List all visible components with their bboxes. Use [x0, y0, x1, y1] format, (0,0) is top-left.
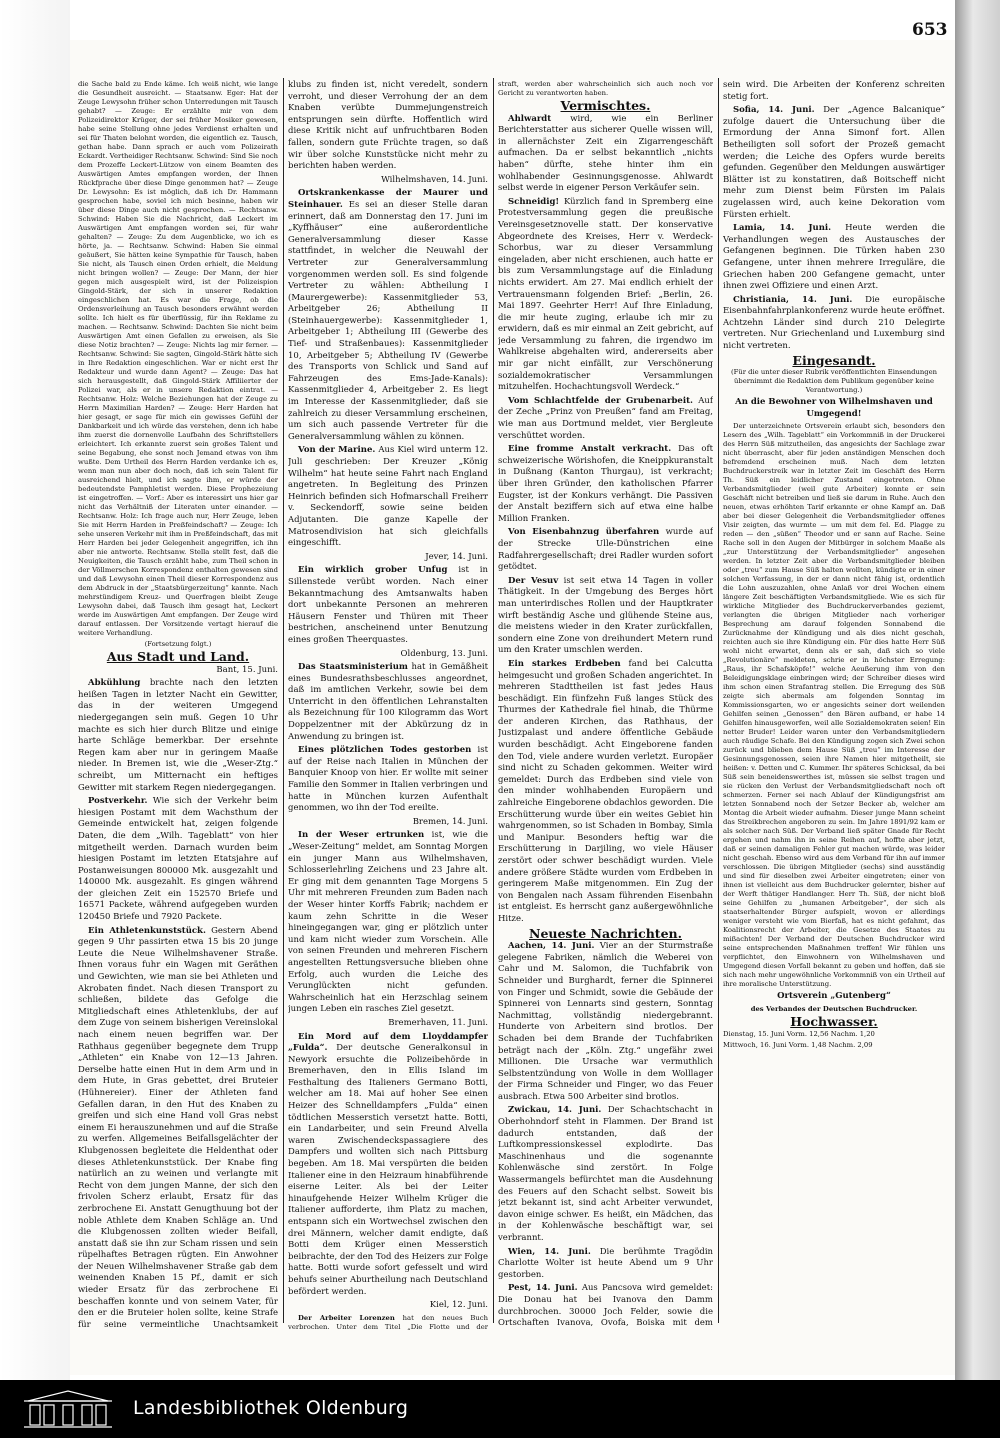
trial-report-text: die Sache bald zu Ende käme. Ich weiß nicht, wie lange die Gesundheit ausreicht. — Staatsanw. Eger: Hat der Zeuge Lewysohn früher schon Unterredungen mit Tausch gehabt? — Zeuge: Er erzählte mir von dem Polizeidirektor Krüger, der sei früher Mosiker gewesen, habe seine Stellung ohne jedes Verdienst erhalten und sei für Thaten belohnt worden, die eigentlich ez. Tausch, gethan habe. Dann sprach er auch vom Polizeirath Eckardt. Vertheidiger Rechtsanw. Schwind: Sind Sie noch dem Prozeffe Leckert-Lützow von einem Beamten des Auswärtigen Amtes empfangen worden, der Ihnen Rückfprache über diese Dinge genommen hat? — Zeuge Dr. Lewysohn: Es ist möglich, daß ich Dr. Hammann gesprochen habe, soviel ich mich besinne, haben wir über diese Dinge auch nicht gesprochen. — Rechtsanw. Schwind: Haben Sie die Nachricht, daß Leckert im Auswärtigen Amt empfangen worden sei, für wahr gehalten? — Zeuge: Zu dem Augenblicke, wo ich es hörte, ja. — Rechtsanw. Schwind: Haben Sie einmal geäußert, Sie hätten keine Sympathie für Tausch, haben Sie nicht, als Tausch einen Orden erhielt, die Meldung nicht bringen wollen? — Zeuge: Der Mann, der hier gegen mich ausgespielt wird, ist der Polizeispion Gingold-Stärk, der sich in unserer Redaktion eingeschlichen hat. Es war die Frage, ob die Ordensverleihung an Tausch besonders erwähnt werden sollte. Ich hielt es für überflüssig, für ihn Reklame zu machen. — Rechtsanw. Schwind: Dachten Sie nicht beim Auswärtigen Amt einen Gefallen zu erweisen, als Sie diese Notiz brachten? — Zeuge: Nichts lag mir ferner. — Rechtsanw. Schwind: Sie sagten, Gingold-Stärk hätte sich in Ihre Redaktion eingeschlichen. War er nicht erst Ihr Redakteur und wurde dann Agent? — Zeuge: Das hat sich herausgestellt, daß Gingold-Stärk Affiliierter der Polizei war, als er in unsere Redaktion eintrat. — Rechtsanw. Holz: Welche Beziehungen hat der Zeuge zu Herrn Maximilian Harden? — Zeuge: Herr Harden hat hier gesagt, er sage für mich ein gewisses Gefühl der Dankbarkeit und ich würde das verstehen, denn ich habe ihm zuerst die dornenvolle Laufbahn des Schriftstellers erleichtert. Ich erkannte zuerst sein großes Talent und seine Begabung, ehe sonst noch Jemand etwas von ihm wußte. Dem Urtheil des Herrn Harden verdanke ich es, wenn man nun aber doch noch, daß ich sein Talent für ausreichend hielt, und ich sagte ihm, er würde der bedeutendste Pamphletist werden. Diese Prophezeiung ist eingetroffen. — Vorf.: Aber es interessirt uns hier gar nicht das Verhältniß der Literaten unter einander. — Rechtsanw. Holz: Ich frage auch nur, Herr Zeuge, leben Sie mit Herrn Harden in Preßfeindschaft? — Zeuge: Ich sehe unseren Verkehr mit ihm in Preßfeindschaft, das mit Herr Harden bei jeder Gelegenheit angegriffen, ich ihn aber nie antworte. Rechtsanw. Stella stellt fest, daß die Neuigkeiten, die Tausch erzählt habe, zum Theil schon in der Völlmerschen Korrespondenz enthalten gewesen sind und daß Lewysohn einen Theil dieser Korrespondenz aus dem Abdruck in der „Staatsbürgerzeitung“ kannte. Nach mehrstündigem Kreuz- und Querfragen bleibt Zeuge Lewysohn dabei, daß Tausch ihm gesagt hat, Leckert werde im Auswärtigen Amt empfangen. Der Zeuge wird darauf entlassen. Der Vorsitzende vertagt hierauf die weitere Verhandlung. [78, 80, 278, 637]
news-wien: Wien, 14. Juni. Die berühmte Tragödin Charlotte Wolter ist heute Abend um 9 Uhr gestorben. [498, 1246, 713, 1280]
section-heading-local: Aus Stadt und Land. [106, 649, 250, 664]
article-ahlwardt: Ahlwardt wird, wie ein Berliner Berichterstatter aus sicherer Quelle wissen will, in allernächster Zeit ein Zigarrengeschäft aufmachen. Da er selbst bekanntlich „nichts haben“ dürfte, stehe hinter ihm ein wohlhabender Gesinnungsgenosse. Ahlwardt selbst werde in eigener Person Verkäufer sein. [498, 113, 713, 194]
page-edge-shadow [955, 0, 1000, 1380]
letter-signature: Ortsverein „Gutenberg“ [777, 991, 891, 1002]
column-divider [493, 78, 494, 1323]
dateline: Bremen, 14. Juni. [412, 816, 488, 827]
editorial-disclaimer: (Für die unter dieser Rubrik veröffentlichten Einsendungen übernimmt die Redaktion dem Publikum gegenüber keine Verantwortung.) [730, 368, 938, 395]
column-1 [78, 80, 278, 1330]
article-lorenzen: Der Arbeiter Lorenzen hat den neues Buch verbrochen. Unter dem Titel „Die Flotte und der [288, 1313, 488, 1330]
page-left-margin [0, 0, 70, 1380]
letter-body: Der unterzeichnete Ortsverein erlaubt sich, besonders den Lesern des „Wilh. Tageblatt“ ein Vorkommniß in der Druckerei des Herrn Süß mitzutheilen, das angesichts der Sachlage zwar nicht überrascht, aber für jeden anständigen Menschen doch befremdend erscheinen muß. Nach dem letzten Buchdruckerstreik war in letzter Zeit im Geschäft des Herrn Th. Süß ein leidlicher Zustand eingetreten. Ohne Verbandsmitglieder (weil gute Arbeiter) konnte er sein Geschäft nicht betreiben und ließ sie darum in Ruhe. Auch den neuen, etwas erhöhten Tarif erkannte er ohne Kampf an. Daß aber bei dieser Gelegenheit die Verbandsmitglieder offenes Visir zeigten, das wurmte — um mit dem fel. Ed. Plagge zu reden — den „süßen“ Theodor und er sann auf Rache. Seine Rache soll in den Augen der Mitbürger in solchem Maaße als „zur Unterstützung der Verbandsmitglieder“ angesehen werden. In letzter Zeit aber die Verbandsmitglieder bleiben oder „treu“ zum Hause Süß halten wollten, kündigte er in einer solchen Verfassung, in der er dann nicht fähig ist, ordentlich die Lohn auszuzahlen, ohne Anlaß vor drei Wochen einem längere Zeit beschäftigten Verbandsmitgliede. Wie es sich für wirkliche Mitglieder des Buchdruckerverbandes geziemt, verlangten die übrigen Mitglieder nach vorheriger Besprechung am darauf folgenden Sonnabend die Zurücknahme der Kündigung und als dies nicht geschah, reichten auch sie ihre Kündigung ein. Für dies hatte Herr Süß wohl nicht erwartet, denn als er sah, daß sich so viele „Revolutionäre“ meldeten, schrie er in höchster Erregung: „Raus, ihr Schafsköpfe!“ welche Aeußerung ihm von den Beleidigungsklage einbringen wird; der Schreiber dieses wird ihm schon einen Strafantrag stellen. Die Erregung des Süß zeigte sich abermals am folgenden Sonntag im Kommissionsgarten, wo er angesichts seiner dort weilenden Gehilfen seinen „Genossen“ den Bären aufband, er habe 14 Gehilfen hinausgeworfen, weil alle Sozialdemokraten seien! Ein netter Bruder! Leider waren unter den Verbandsmitgliedern auch räudige Schafe. Bei den Kündigung zogen sich Zwei schon zurück und blieben dem Hause Süß „treu“ im Interesse der Gesinnungsgenossen, seien ihre Namen hier mitgetheilt, sie heißen: v. Detten und C. Kummer. Ihr späteres Schicksal, da bei Süß sein beneidenswerthes ist, müssen sie selbst tragen und sie rücken den Verlust der Verbandsmitgliedschaft noch oft schmerzen. Ferner sei nach Ablauf der Kündigungsfrist am letzten Sonnabend noch der Setzer Becker ab, welcher am Montag die Arbeit wieder aufnahm. Dieser junge Mann scheint das Streikbrechen angeboren zu sein. Im Jahre 1891/92 kam er als solcher nach Süß. Der Verband ließ später Gnade für Recht ergehen und nahm ihn in seine Reihen auf, hoffte aber jetzt, daß er seinen damaligen Fehler gut machen würde, was leider nicht geschah. Ebenso wird aus dem Verband für ihn auf immer verschlossen. Die übrigen Mitglieder (sechs) sind ausständig und sind für dieselben zwei Arbeiter eingetreten; einer von ihnen ist vielleicht aus dem Buchdrucker gelernter, bisher auf der Werft thätiger Handlanger. Herr Th. Süß, der nicht bloß seine Gehilfen zu „humanen Arbeitgeber“, der sich als staatserhaltender Bürger aufspielt, wovon er allerdings weniger versteht wie vom Bierfaß, hat es nicht gefahmt, das Koalitionsrecht der Arbeiter, die Gesetze des Staates zu mißachten! Der Verband der Deutschen Buchdrucker wird seine entsprechenden Maßnahmen treffen! Wir fühlen uns verpflichtet, den Einwohnern von Wilhelmshaven und Umgegend diesen Vorfall bekannt zu geben und hoffen, daß sie sich nach mehr ungewöhnliche Vorkommniß von ein Urtheil auf ihre moralische Unterstützung. [723, 422, 945, 989]
article-continuation: klubs zu finden ist, nicht veredelt, sondern verroht, und dieser Verrohung der an dem Knaben verübte Dummejungenstreich entsprungen sein dürfte. Hoffentlich wird diese Kritik nicht auf unfruchtbaren Boden fallen, sondern gute Früchte tragen, so daß wir über solche Kunststücke nicht mehr zu berichten haben werden. [288, 80, 488, 172]
article-todesfall: Eines plötzlichen Todes gestorben ist auf der Reise nach Italien in München der Banquier Knoop von hier. Er wollte mit seiner Familie den Sommer in Italien verbringen und hatte in München kurzen Aufenthalt genommen, wo ihn der Tod ereilte. [288, 745, 488, 814]
library-footer [0, 1380, 1000, 1438]
article-grubenarbeit: Vom Schlachtfelde der Grubenarbeit. Auf der Zeche „Prinz von Preußen“ fand am Freitag, wie man aus Dortmund meldet, vier Bergleute verschüttet worden. [498, 395, 713, 441]
article-eisenbahnzug: Von Eisenbahnzug überfahren wurde auf der Strecke Ulle-Dünstrichen eine Radfahrergesellschaft; drei Radler wurden sofort getödtet. [498, 527, 713, 573]
article-schneidig: Schneidig! Kürzlich fand in Spremberg eine Protestversammlung gegen die preußische Vereinsgesetznovelle statt. Der konservative Abgeordnete des Kreises, Herr v. Werdeck-Schorbus, war zu dieser Versammlung eingeladen, aber nicht erschienen, auch hatte er bis zum Versammlungstage auf die Einladung nichts erwidert. Am 27. Mai endlich erhielt der Vertrauensmann folgenden Brief: „Berlin, 26. Mai 1897. Geehrter Herr! Auf Ihre Einladung, die mir heute zuging, erlaube ich mir zu erwidern, daß es mir einmal an Zeit gebricht, auf jede Versammlung zu fahren, die irgendwo im Wahlkreise abgehalten wird, andererseits aber mir gar nicht einfällt, zur Verschönerung sozialdemokratischer Versammlungen mitzuhelfen. Hochachtungsvoll Werdeck.“ [498, 196, 713, 393]
tide-row: Mittwoch, 16. Juni Vorm. 1,48 Nachm. 2,09 [723, 1040, 873, 1049]
news-aachen: Aachen, 14. Juni. Vier an der Sturmstraße gelegene Fabriken, nämlich die Weberei von Cahr und M. Salomon, die Tuchfabrik von Schneider und Burghardt, ferner die Spinnerei von Finger und Schmidt, sowie die Gebäude der Spinnerei von Lennarts sind gestern, Sonntag Nachmittag, vollständig niedergebrannt. Hunderte von Arbeitern sind brotlos. Der Schaden bei dem Brande der Tuchfabriken beträgt nach der „Köln. Ztg.“ ungefähr zwei Millionen. Die Ursache war vermuthlich Selbstentzündung von Wolle in dem Wolllager der Firma Schneider und Finger, wo das Feuer ausbrach. Etwa 500 Arbeiter sind brotlos. [498, 941, 713, 1102]
letter-address: An die Bewohner von Wilhelmshaven und Umgegend! [735, 397, 933, 419]
letter-signature-org: des Verbandes der Deutschen Buchdrucker. [750, 1005, 918, 1014]
article-postverkehr: Postverkehr. Wie sich der Verkehr beim hiesigen Postamt mit dem Wachsthum der Gemeinde entwickelt hat, zeigen folgende Daten, die dem „Wilh. Tageblatt“ von hier mitgetheilt werden. Darnach wurden beim hiesigen Postamt im letzten Etatsjahre auf Postanweisungen 800000 Mk. ausgezahlt und 140000 Mk. ausgezahlt. Es gingen während der gleichen Zeit ein 152570 Briefe und 16571 Packete, während aufgegeben wurden 120450 Briefe und 7920 Packete. [78, 796, 278, 923]
article-erdbeben: Ein starkes Erdbeben fand bei Calcutta heimgesucht und großen Schaden angerichtet. In mehreren Stadttheilen ist fast jedes Haus beschädigt. Ein fünfzehn Fuß langes Stück des Thurmes der Kathedrale fiel hinab, die Thürme der anderen Kirchen, das Rathhaus, der Justizpalast und andere öffentliche Gebäude wurden beschädigt. Acht Eingeborene fanden den Tod, viele andere wurden verletzt. Europäer sind nicht zu Schaden gekommen. Weiter wird gemeldet: Durch das Erdbeben sind viele von den minder wohlhabenden Europäern und zahlreiche Eingeborene obdachlos geworden. Die Erschütterung wurde über ein weites Gebiet hin wahrgenommen, so ist Schaden in Bombay, Simla und Manipur. Besonders heftig war die Erschütterung in Darjiling, wo viele Häuser zerstört oder schwer beschädigt wurden. Viele andere größere Städte wurden vom Erdbeben in geringerem Maße mitgenommen. Ein Zug der von Bengalen nach Assam führenden Eisenbahn ist entgleist. Es herrscht ganz außergewöhnliche Hitze. [498, 658, 713, 924]
article-athletenkunststueck: Ein Athletenkunststück. Gestern Abend gegen 9 Uhr passirten etwa 15 bis 20 junge Leute die Neue Wilhelmshavener Straße. Ihnen voraus fuhr ein Wagen mit Geräthen und Gewichten, wie man sie bei Athleten und Akrobaten findet. Nach diesen Transport zu schließen, bildete das Gefolge die Mitgliedschaft eines Athletenklubs, der auf dem Zuge von seinem bisherigen Vereinslokal nach einem neuen begriffen war. Der Rathhaus gegenüber begegnete dem Trupp „Athleten“ ein Knabe von 12—13 Jahren. Derselbe hatte einen Hut in dem Arm und in dem Hute, in Gras gebettet, drei Bruteier (Hühnereier). Einer der Athleten fand Gefallen daran, in den Hut des Knaben zu greifen und sich eine Hand voll Gras nebst einem Ei herauszunehmen und auf die Straße zu werfen. Allgemeines Beifallsgelächter der Klubgenossen begleitete die Heldenthat oder dieses Athletenkunststück. Der Knabe fing natürlich an zu weinen und verlangte mit Recht von dem jungen Manne, der sich den frivolen Scherz erlaubt, Ersatz für das zerbrochene Ei. Anstatt Genugthuung bot der noble Athlete dem Knaben Schläge an. Und die Klubgenossen zollten wieder Beifall, anstatt daß sie ihn zur Scham rissen und sein rüpelhaftes Betragen rügten. Ein Anwohner der Neuen Wilhelmshavener Straße gab dem weinenden Knaben 15 Pf., damit er sich wieder Ersatz für das zerbrochene Ei beschaffen konnte und von seinem Vater, für den er die Bruteier holen sollte, keine Strafe für seine vermeintliche Unachtsamkeit [78, 925, 278, 1330]
dateline-bant: Bant, 15. Juni. [216, 664, 278, 675]
news-pest: Pest, 14. Juni. Aus Pancsova wird gemeldet: Die Donau hat bei Ivanova den Damm durchbrochen. 30000 Joch Felder, sowie die Ortschaften Ivanova, Ovofa, Boiska mit dem [498, 1283, 713, 1329]
article-mord-fulda: Ein Mord auf dem Lloyddampfer „Fulda“. Der deutsche Generalkonsul in Newyork ersuchte die Polizeibehörde in Bremerhaven, den in Ellis Island im Festhaltung des Italieners Germano Botti, welcher am 18. Mai auf hoher See einen Heizer des Schnelldampfers „Fulda“ einen tödtlichen Messerstich versetzt hatte. Botti, ein Landarbeiter, und sein Freund Alvella waren Zwischendeckspassagiere des Dampfers und wollten sich nach Pittsburg begeben. Am 18. Mai verspürten die beiden Italiener eine in den Heizraum hinabführende eiserne Leiter. Als bei der Leiter hinaufgehende Heizer Wilhelm Krüger die Italiener aufforderte, ihm Platz zu machen, entspann sich ein Wortwechsel zwischen den drei Männern, welcher damit endigte, daß Botti dem Krüger einen Messerstich beibrachte, der den Tod des Heizers zur Folge hatte. Botti wurde sofort gefesselt und wird behufs seiner Aburtheilung nach Deutschland befördert werden. [288, 1031, 488, 1297]
column-divider [283, 78, 284, 1323]
news-zwickau: Zwickau, 14. Juni. Der Schachtschacht in Oberhohndorf steht in Flammen. Der Brand ist dadurch entstanden, daß der Luftkompressionskessel explodirte. Das Maschinenhaus und die sogenannte Kohlenwäsche sind zerstört. In Folge Wassermangels befürchtet man die Ausdehnung des Feuers auf den Schacht selbst. Soweit bis jetzt bekannt ist, sind acht Arbeiter verwundet, davon einige schwer. Es heißt, ein Mädchen, das in der Kohlenwäsche beschäftigt war, sei verbrannt. [498, 1105, 713, 1243]
continuation-note: (Fortsetzung folgt.) [144, 640, 212, 648]
tide-row: Dienstag, 15. Juni Vorm. 12,56 Nachm. 1,20 [723, 1029, 875, 1038]
section-heading-eingesandt: Eingesandt. [792, 352, 876, 368]
article-staatsministerium: Das Staatsministerium hat in Gemäßheit eines Bundesrathsbeschlusses angeordnet, daß im amtlichen Verkehr, sowie bei dem Unterricht in den öffentlichen Lehranstalten als Bezeichnung für 100 Kilogramm das Wort Doppelzentner mit der Abkürzung dz in Anwendung zu bringen ist. [288, 662, 488, 742]
news-lamia: Lamia, 14. Juni. Heute werden die Verhandlungen wegen des Austausches der Gefangenen beginnen. Die Türken haben 230 Gefangene, unter ihnen mehrere Irreguläre, die Griechen haben 200 Gefangene gemacht, unter ihnen zwei Offiziere und einen Arzt. [723, 223, 945, 292]
article-unfug: Ein wirklich grober Unfug ist in Sillenstede verübt worden. Nach einer Bekanntmachung des Amtsanwalts haben dort unbekannte Personen an mehreren Häusern Fenster und Thüren mit Theer bestrichen, anscheinend unter Benutzung eines großen Theerquastes. [288, 565, 488, 645]
section-heading-neueste: Neueste Nachrichten. [529, 925, 682, 941]
column-2 [288, 80, 488, 1330]
section-heading-hochwasser: Hochwasser. [790, 1014, 878, 1030]
column-4 [723, 80, 945, 1330]
dateline: Oldenburg, 13. Juni. [400, 648, 488, 659]
article-continuation: straft, werden aber wahrscheinlich sich auch noch vor Gericht zu verantworten haben. [498, 80, 713, 97]
dateline: Kiel, 12. Juni. [429, 1300, 488, 1311]
article-anstalt: Eine fromme Anstalt verkracht. Das oft schweizerische Wörishofen, die Kneippkuranstalt in Dußnang (Kanton Thurgau), ist verkracht; über ihren Gründer, den katholischen Pfarrer Eugster, ist der Konkurs verhängt. Die Passiven der Anstalt beziffern sich auf etwa eine halbe Million Franken. [498, 444, 713, 524]
news-christiania: Christiania, 14. Juni. Die europäische Eisenbahnfahrplankonferenz wurde heute eröffnet. Achtzehn Länder sind durch 210 Delegirte vertreten. Nur Griechenland und Luxemburg sind nicht vertreten. [723, 294, 945, 352]
article-ortskrankenkasse: Ortskrankenkasse der Maurer und Steinhauer. Es sei an dieser Stelle daran erinnert, daß am Donnerstag den 17. Juni im „Kyffhäuser“ eine außerordentliche Generalversammlung dieser Kasse stattfindet, in welcher die Neuwahl der Vertreter zur Generalversammlung vorgenommen werden soll. Es sind folgende Vertreter zu wählen: Abtheilung I (Maurergewerbe): Kassenmitglieder 53, Arbeitgeber 26; Abtheilung II (Steinhauergewerbe): Kassenmitglieder 1, Arbeitgeber 1; Abtheilung III (Gewerbe des Tief- und Straßenbaues): Kassenmitglieder 10, Arbeitgeber 5; Abtheilung IV (Gewerbe des Transports von Schlick und Sand auf Fahrzeugen des Ems-Jade-Kanals): Kassenmitglieder 4, Arbeitgeber 2. Es liegt im Interesse der Kassenmitglieder, daß sie zahlreich zu dieser Versammlung erscheinen, um sich auch passende Vertreter für die Generalversammlung wählen zu können. [288, 188, 488, 442]
dateline: Jever, 14. Juni. [425, 551, 488, 562]
page-number: 653 [912, 20, 948, 40]
dateline: Bremerhaven, 11. Juni. [388, 1017, 488, 1028]
article-ertrunken: In der Weser ertrunken ist, wie die „Weser-Zeitung“ meldet, am Sonntag Morgen ein junger Mann aus Wilhelmshaven, Schlosserlehrling Zeichens und 23 Jahre alt. Er ging mit dem genannten Tage Morgens 5 Uhr mit mehreren Freunden zum Baden nach der Weser hinter Korffs Fabrik; nachdem er kaum zehn Schritte in die Weser hineingegangen war, ging er plötzlich unter und kam nicht wieder zum Vorschein. Alle von seinen Freunden und mehreren Fischern angestellten Rettungsversuche blieben ohne Erfolg, auch wurden die Leiche des Verunglückten nicht gefunden. Wahrscheinlich hat ein Herzschlag seinem jungen Leben ein rasches Ziel gesetzt. [288, 830, 488, 1015]
article-continuation: sein wird. Die Arbeiten der Konferenz schreiten stetig fort. [723, 80, 945, 102]
news-sofia: Sofia, 14. Juni. Der „Agence Balcanique“ zufolge dauert die Untersuchung über die Ermordung der Anna Simonf fort. Allen Betheiligten soll sofort der Prozeß gemacht werden; die Leiche des Opfers wurde bereits gefunden. Gegenüber den Meldungen auswärtiger Blätter ist zu konstatiren, daß Boitscheff nicht mehr zum Dienst beim Fürsten im Palais zugelassen wird, auch keine Dekoration vom Fürsten erhielt. [723, 105, 945, 220]
article-vesuv: Der Vesuv ist seit etwa 14 Tagen in voller Thätigkeit. In der Umgebung des Berges hört man unterirdisches Rollen und der Hauptkrater wirft beständig Asche und glühende Steine aus, die meistens wieder in den Krater zurückfallen, sondern eine Zone von dreihundert Metern rund um den Krater umschlen werden. [498, 575, 713, 656]
library-building-icon [18, 1389, 118, 1429]
column-3 [498, 80, 713, 1330]
section-heading-vermischtes: Vermischtes. [560, 98, 651, 113]
library-name: Landesbibliothek Oldenburg [133, 1397, 409, 1419]
article-abkuehlung: Abkühlung brachte nach den letzten heißen Tagen in letzter Nacht ein Gewitter, das in der weiteren Umgegend niedergegangen sein muß. Gegen 10 Uhr machte es sich hier durch Blitze und einige harte Schläge bemerkbar. Der ersehnte Regen kam aber nur in geringem Maaße nieder. In Bremen ist, wie die „Weser-Ztg.“ schreibt, um Mitternacht ein heftiges Gewitter mit starkem Regen niedergegangen. [78, 678, 278, 793]
dateline: Wilhelmshaven, 14. Juni. [381, 174, 488, 185]
article-marine: Von der Marine. Aus Kiel wird unterm 12. Juli geschrieben: Der Kreuzer „König Wilhelm“ hat heute seine Fahrt nach England angetreten. In Begleitung des Prinzen Heinrich befinden sich Hofmarschall Freiherr v. Seckendorff, sowie seine beiden Adjutanten. Die ganze Kapelle der Matrosendivision hat sich gleichfalls eingeschifft. [288, 445, 488, 549]
column-divider [718, 78, 719, 1323]
